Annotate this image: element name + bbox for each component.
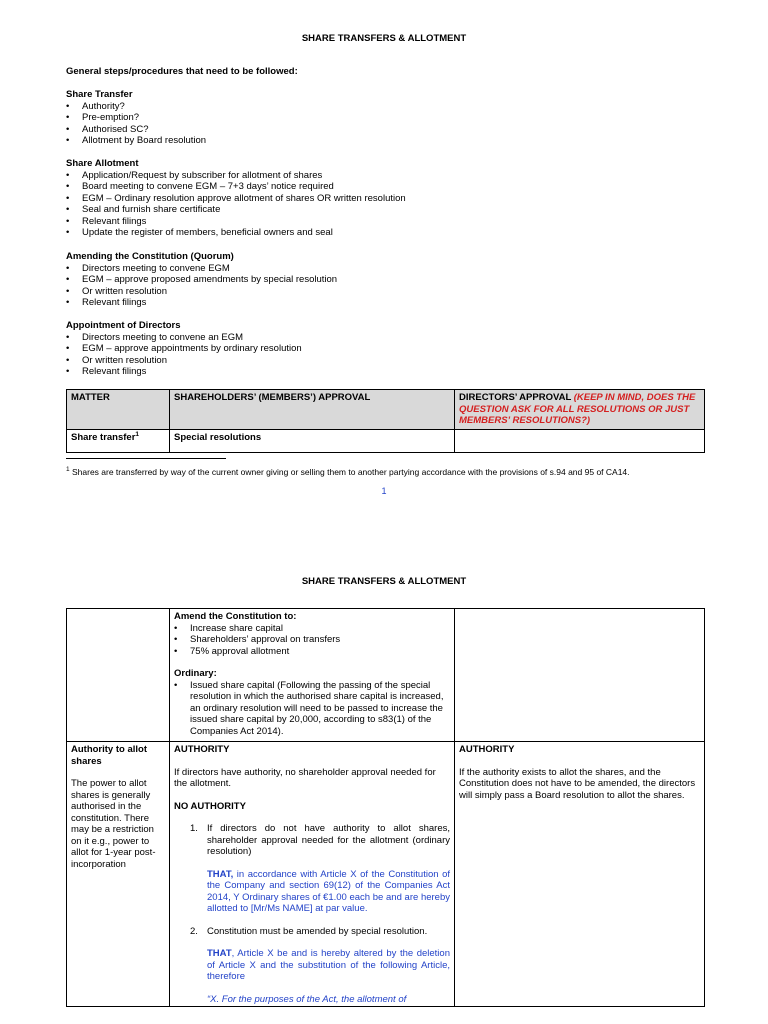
- cell-matter-empty: [67, 609, 170, 742]
- no-authority-heading: NO AUTHORITY: [174, 800, 246, 812]
- page-number: 1: [381, 486, 387, 496]
- section-share-transfer: [66, 89, 706, 147]
- table-row: [67, 429, 705, 452]
- resolution-quote: “X. For the purposes of the Act, the allotment of: [207, 993, 407, 1005]
- table-row: [67, 742, 705, 1007]
- footnote-divider: [66, 458, 226, 459]
- section-amending-constitution: [66, 251, 706, 309]
- list-item: • Allotment by Board resolution: [66, 135, 706, 147]
- list-item: • Relevant filings: [66, 297, 706, 309]
- section-appointment-directors: [66, 320, 706, 378]
- list-item: • EGM – approve proposed amendments by special resolution: [66, 274, 706, 286]
- directors-authority-heading: AUTHORITY: [459, 744, 515, 755]
- cell-members: [170, 609, 455, 742]
- footnote: [66, 467, 746, 479]
- footnote-ref[interactable]: 1: [135, 430, 140, 438]
- list-item: • Board meeting to convene EGM – 7+3 days’ notice required: [66, 181, 706, 193]
- cell-members: Special resolutions: [170, 429, 455, 452]
- table-header-row: [67, 390, 705, 430]
- approval-table-continued: [66, 608, 705, 1007]
- step-item: [174, 926, 450, 938]
- cell-directors: [455, 742, 705, 1007]
- cell-directors-empty: [455, 609, 705, 742]
- list-item: • Seal and furnish share certificate: [66, 204, 706, 216]
- list-item: • 75% approval allotment: [174, 646, 450, 658]
- cell-matter: [67, 429, 170, 452]
- list-item: • EGM – approve appointments by ordinary resolution: [66, 343, 706, 355]
- step-item: [174, 823, 450, 858]
- intro-heading: General steps/procedures that need to be followed:: [66, 66, 298, 77]
- resolution-text: [174, 869, 450, 915]
- page-title: SHARE TRANSFERS & ALLOTMENT: [301, 33, 467, 44]
- list-item: • Shareholders’ approval on transfers: [174, 634, 450, 646]
- list-item: • Increase share capital: [174, 623, 450, 635]
- list-item: • Directors meeting to convene an EGM: [66, 332, 706, 344]
- table-row: [67, 609, 705, 742]
- cell-directors: [455, 429, 705, 452]
- step-number: 1.: [190, 823, 198, 834]
- step-text: Constitution must be amended by special resolution.: [207, 925, 428, 937]
- section-heading: Share Allotment: [66, 158, 139, 169]
- footnote-text: Shares are transferred by way of the current owner giving or selling them to another partying accordance with the provisions of s.94 and 95 of CA14.: [69, 467, 630, 477]
- approval-table: [66, 389, 705, 453]
- cell-members: [170, 742, 455, 1007]
- list-item: • Authorised SC?: [66, 124, 706, 136]
- list-item: • Or written resolution: [66, 286, 706, 298]
- matter-text: The power to allot shares is generally authorised in the constitution. There may be a restriction on it e.g., power to allot for 1-year post-incorporation: [71, 778, 156, 870]
- list-item: • Pre-emption?: [66, 112, 706, 124]
- list-item: • Or written resolution: [66, 355, 706, 367]
- header-directors-note: (KEEP IN MIND, DOES THE QUESTION ASK FOR ALL RESOLUTIONS OR JUST MEMBERS’ RESOLUTIONS?): [459, 392, 696, 426]
- list-item: • Update the register of members, beneficial owners and seal: [66, 227, 706, 239]
- section-heading: Share Transfer: [66, 89, 133, 100]
- list-item: • Authority?: [66, 101, 706, 113]
- section-heading: Appointment of Directors: [66, 320, 181, 331]
- amend-heading: Amend the Constitution to:: [174, 611, 297, 622]
- cell-matter: [67, 742, 170, 1007]
- resolution-text: [174, 948, 450, 983]
- list-item: • Relevant filings: [66, 366, 706, 378]
- footnote-marker: 1: [66, 466, 70, 473]
- resolution-body: in accordance with Article X of the Constitution of the Company and section 69(12) of the Companies Act 2014, Y Ordinary shares of €1.00 each be and are hereby allotted to [Mr/Ms NAME] at par value.: [207, 868, 450, 914]
- page-title-2: SHARE TRANSFERS & ALLOTMENT: [301, 576, 467, 587]
- list-item: • Issued share capital (Following the passing of the special resolution in which the authorised share capital is increased, an ordinary resolution will need to be passed to increase the issued share capital by 20,000, according to s83(1) of the Companies Act 2014).: [174, 680, 450, 738]
- header-directors-label: DIRECTORS’ APPROVAL: [459, 392, 574, 403]
- list-item: • Directors meeting to convene EGM: [66, 263, 706, 275]
- authority-heading: AUTHORITY: [174, 744, 230, 755]
- resolution-body: , Article X be and is hereby altered by the deletion of Article X and the substitution of the following Article, therefore: [207, 948, 450, 982]
- list-item: • Relevant filings: [66, 216, 706, 228]
- matter-heading: Authority to allot shares: [71, 744, 147, 767]
- list-item: • Application/Request by subscriber for allotment of shares: [66, 170, 706, 182]
- resolution-lead: THAT,: [207, 868, 234, 880]
- section-share-allotment: [66, 158, 706, 239]
- list-item: • EGM – Ordinary resolution approve allotment of shares OR written resolution: [66, 193, 706, 205]
- resolution-lead: THAT: [207, 948, 232, 959]
- section-heading: Amending the Constitution (Quorum): [66, 251, 234, 262]
- directors-authority-text: If the authority exists to allot the shares, and the Constitution does not have to be amended, the directors will simply pass a Board resolution to allot the shares.: [459, 766, 696, 801]
- matter-label: Share transfer: [71, 431, 136, 443]
- step-number: 2.: [190, 925, 198, 937]
- step-text: If directors do not have authority to allot shares, shareholder approval needed for the allotment (ordinary resolution): [207, 823, 450, 857]
- header-members-approval: SHAREHOLDERS’ (MEMBERS’) APPROVAL: [170, 390, 455, 430]
- header-matter: MATTER: [67, 390, 170, 430]
- ordinary-heading: Ordinary:: [174, 668, 217, 679]
- header-directors-approval: [455, 390, 705, 430]
- authority-text: If directors have authority, no shareholder approval needed for the allotment.: [174, 766, 436, 789]
